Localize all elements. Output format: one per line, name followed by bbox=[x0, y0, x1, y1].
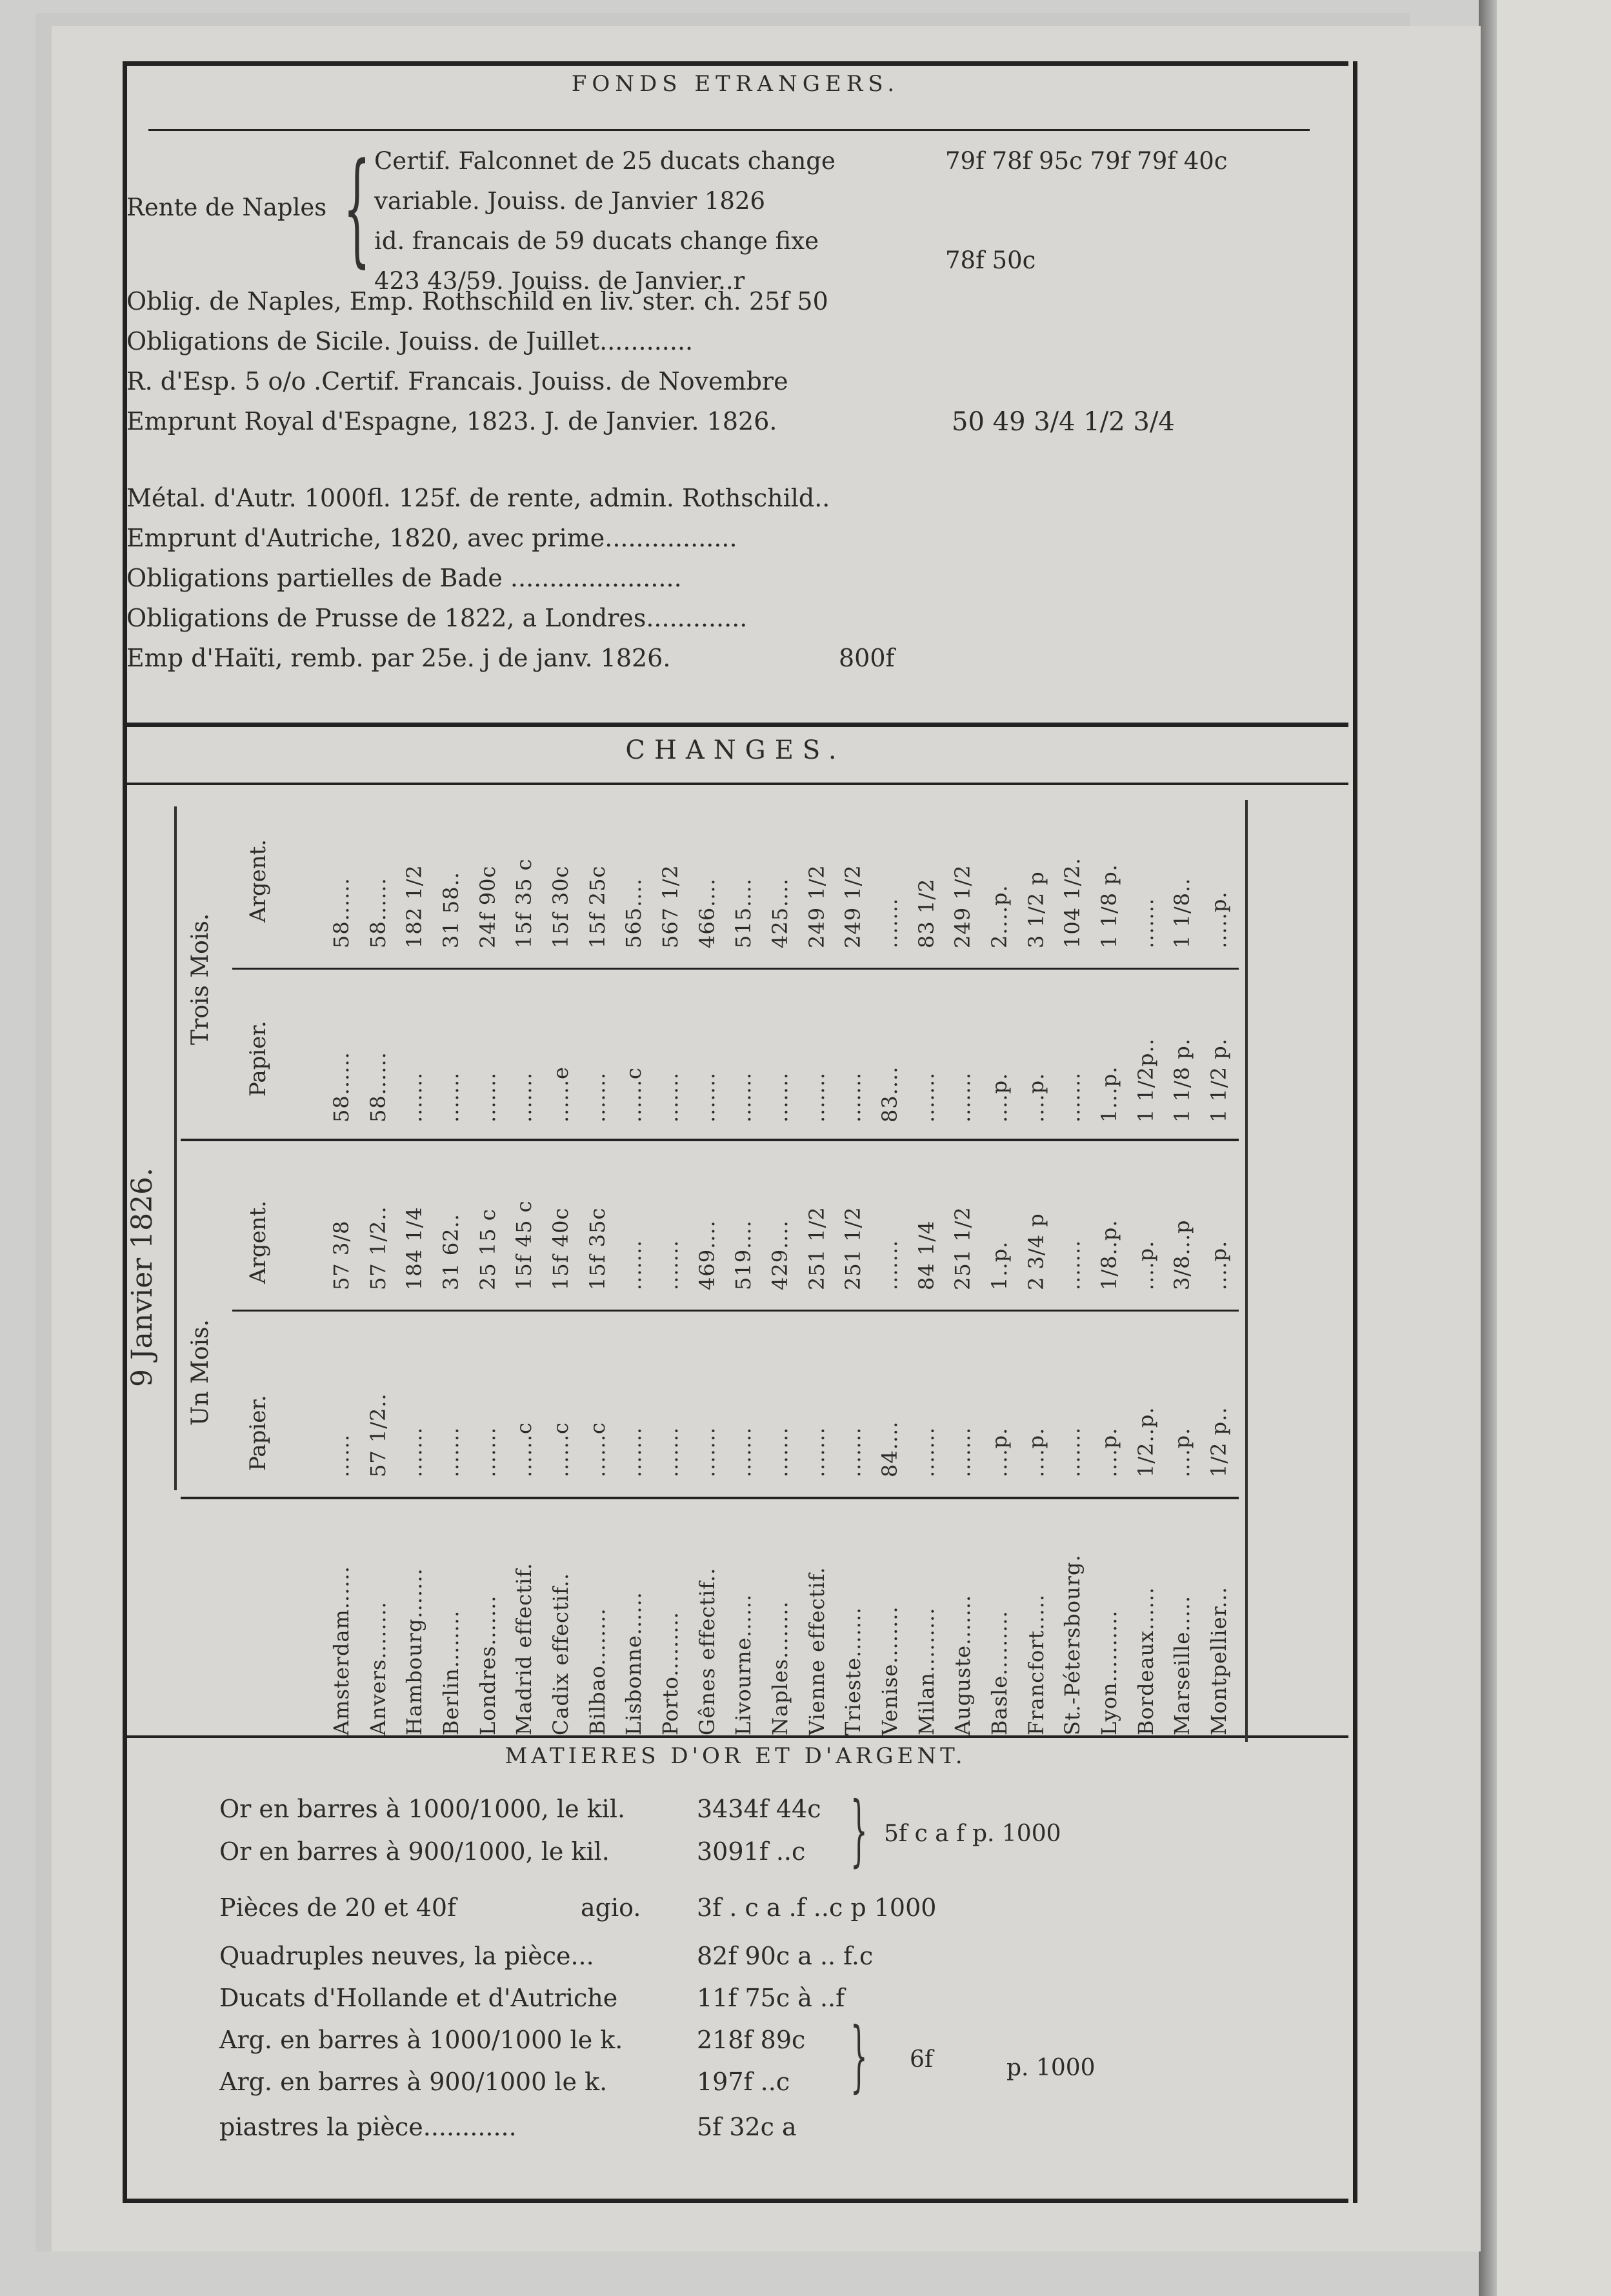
change-1mois-papier: ......c bbox=[548, 1422, 573, 1477]
change-3mois-papier: ....... bbox=[950, 1072, 976, 1123]
change-1mois-papier: ......c bbox=[512, 1422, 537, 1477]
change-1mois-papier: ....... bbox=[621, 1426, 646, 1477]
matiere-text: Arg. en barres à 1000/1000 le k. bbox=[219, 2026, 623, 2054]
change-1mois-argent: ....... bbox=[658, 1239, 683, 1290]
matiere-text: Quadruples neuves, la pièce... bbox=[219, 1942, 594, 1970]
matieres-rule bbox=[123, 1735, 1348, 1738]
arg-note-a: 6f bbox=[910, 2046, 934, 2073]
naples-row-text: variable. Jouiss. de Janvier 1826 bbox=[374, 187, 766, 215]
change-1mois-argent: 15f 40c bbox=[548, 1207, 573, 1290]
changes-hline-months bbox=[181, 1139, 1239, 1141]
change-3mois-papier: ....... bbox=[658, 1072, 683, 1123]
fonds-line-text: Obligations partielles de Bade ...................... bbox=[126, 564, 682, 592]
change-place: Marseille..... bbox=[1170, 1595, 1195, 1735]
change-1mois-argent: 84 1/4 bbox=[914, 1220, 939, 1290]
or-brace: } bbox=[850, 1786, 868, 1875]
change-3mois-papier: ....... bbox=[731, 1072, 756, 1123]
change-1mois-argent: 25 15 c bbox=[475, 1208, 500, 1290]
change-1mois-papier: ....... bbox=[914, 1426, 939, 1477]
change-3mois-argent: 249 1/2 bbox=[950, 864, 976, 948]
change-place: Cadix effectif.. bbox=[548, 1572, 573, 1735]
naples-row-text: id. francais de 59 ducats change fixe bbox=[374, 227, 819, 255]
fonds-line-text: Emp d'Haïti, remb. par 25e. j de janv. 1826. bbox=[126, 644, 671, 672]
change-3mois-argent: 182 1/2 bbox=[402, 864, 427, 948]
change-1mois-papier: ....... bbox=[841, 1426, 866, 1477]
change-3mois-argent: 249 1/2 bbox=[841, 864, 866, 948]
change-1mois-papier: 1/2 p.. bbox=[1206, 1406, 1231, 1477]
change-3mois-argent: 565.... bbox=[621, 878, 646, 948]
change-1mois-argent: 469.... bbox=[694, 1220, 719, 1290]
change-3mois-papier: 1 1/8 p. bbox=[1170, 1038, 1195, 1123]
change-place: Lisbonne...... bbox=[621, 1592, 646, 1735]
change-3mois-papier: 1 1/2 p. bbox=[1206, 1038, 1231, 1123]
matiere-agio: agio. bbox=[581, 1893, 641, 1922]
matiere-text: Arg. en barres à 900/1000 le k. bbox=[219, 2068, 608, 2096]
change-3mois-papier: ....... bbox=[841, 1072, 866, 1123]
change-3mois-argent: ....... bbox=[877, 897, 902, 948]
change-3mois-papier: 1 1/2p.. bbox=[1133, 1038, 1158, 1123]
matiere-text: Or en barres à 1000/1000, le kil. bbox=[219, 1795, 626, 1823]
fonds-line-text: Obligations de Sicile. Jouiss. de Juillet............ bbox=[126, 327, 694, 355]
change-place: Amsterdam...... bbox=[329, 1566, 354, 1735]
change-1mois-papier: ....... bbox=[439, 1426, 463, 1477]
change-1mois-papier: ....... bbox=[694, 1426, 719, 1477]
trois-mois-label: Trois Mois. bbox=[187, 913, 214, 1045]
change-3mois-papier: ....... bbox=[402, 1072, 427, 1123]
change-place: Francfort..... bbox=[1023, 1593, 1048, 1735]
change-1mois-papier: ....p. bbox=[1170, 1427, 1195, 1477]
changes-vline-right bbox=[1245, 800, 1248, 1742]
change-1mois-argent: 251 1/2 bbox=[841, 1206, 866, 1290]
change-1mois-argent: 251 1/2 bbox=[950, 1206, 976, 1290]
papier-label-3: Papier. bbox=[245, 1021, 271, 1097]
change-1mois-argent: 1..p. bbox=[987, 1241, 1012, 1290]
change-3mois-papier: ....p. bbox=[1023, 1072, 1048, 1123]
matiere-text: piastres la pièce............ bbox=[219, 2113, 517, 2141]
change-3mois-argent: 567 1/2 bbox=[658, 864, 683, 948]
papier-label-1: Papier. bbox=[245, 1395, 271, 1471]
un-mois-label: Un Mois. bbox=[187, 1319, 214, 1426]
change-1mois-argent: 251 1/2 bbox=[804, 1206, 829, 1290]
change-3mois-argent: 104 1/2. bbox=[1060, 857, 1085, 948]
change-place: Naples........ bbox=[768, 1601, 792, 1735]
arg-note-b: p. 1000 bbox=[1006, 2055, 1096, 2081]
change-place: Londres....... bbox=[475, 1595, 500, 1735]
change-3mois-argent: 515.... bbox=[731, 878, 756, 948]
change-3mois-argent: 2....p. bbox=[987, 884, 1012, 948]
change-1mois-argent: ....... bbox=[1060, 1239, 1085, 1290]
argent-label-3: Argent. bbox=[245, 839, 271, 923]
naples-row-text: 423 43/59. Jouiss. de Janvier..r bbox=[374, 267, 745, 295]
fonds-line-text: Oblig. de Naples, Emp. Rothschild en liv. ster. ch. 25f 50 bbox=[126, 287, 828, 315]
changes-hline-places bbox=[181, 1497, 1239, 1499]
change-1mois-argent: ....... bbox=[877, 1239, 902, 1290]
fonds-line-text: Emprunt Royal d'Espagne, 1823. J. de Janvier. 1826. bbox=[126, 407, 777, 435]
change-3mois-argent: 58...... bbox=[365, 877, 390, 948]
change-3mois-argent: 15f 35 c bbox=[512, 858, 537, 948]
change-3mois-argent: 24f 90c bbox=[475, 865, 500, 948]
matiere-text: Or en barres à 900/1000, le kil. bbox=[219, 1837, 610, 1866]
book-gutter bbox=[1479, 0, 1497, 2296]
change-place: Trieste....... bbox=[841, 1606, 866, 1735]
change-3mois-papier: ....... bbox=[804, 1072, 829, 1123]
change-3mois-papier: ....... bbox=[768, 1072, 792, 1123]
matiere-value: 197f ..c bbox=[697, 2068, 790, 2096]
change-place: Milan......... bbox=[914, 1607, 939, 1735]
change-place: Vienne effectif. bbox=[804, 1566, 829, 1735]
change-3mois-papier: 58...... bbox=[329, 1052, 354, 1123]
change-1mois-argent: 1/8..p. bbox=[1097, 1219, 1121, 1290]
change-3mois-papier: ....... bbox=[1060, 1072, 1085, 1123]
change-1mois-papier: ....... bbox=[950, 1426, 976, 1477]
change-3mois-argent: 15f 30c bbox=[548, 865, 573, 948]
change-1mois-argent: 429.... bbox=[768, 1220, 792, 1290]
change-3mois-papier: ....... bbox=[914, 1072, 939, 1123]
change-1mois-papier: ....... bbox=[475, 1426, 500, 1477]
change-place: Lyon.......... bbox=[1097, 1610, 1121, 1735]
change-1mois-papier: ....p. bbox=[1023, 1427, 1048, 1477]
change-place: Auguste....... bbox=[950, 1594, 976, 1735]
change-place: Bordeaux...... bbox=[1133, 1586, 1158, 1735]
change-1mois-papier: ....... bbox=[768, 1426, 792, 1477]
change-1mois-papier: ....p. bbox=[1097, 1427, 1121, 1477]
fonds-line-text: R. d'Esp. 5 o/o .Certif. Francais. Jouiss. de Novembre bbox=[126, 367, 788, 395]
fonds-line-text: Emprunt d'Autriche, 1820, avec prime................. bbox=[126, 524, 737, 552]
change-3mois-papier: ......e bbox=[548, 1066, 573, 1123]
change-place: Livourne...... bbox=[731, 1593, 756, 1735]
change-1mois-argent: ....p. bbox=[1133, 1240, 1158, 1290]
changes-vline-date bbox=[174, 806, 177, 1490]
fonds-line-value: 800f bbox=[839, 644, 895, 672]
changes-hline-3mois bbox=[232, 968, 1239, 970]
change-1mois-argent: 184 1/4 bbox=[402, 1206, 427, 1290]
change-1mois-papier: ....... bbox=[731, 1426, 756, 1477]
matieres-title: MATIERES D'OR ET D'ARGENT. bbox=[505, 1743, 966, 1769]
change-1mois-argent: ....... bbox=[621, 1239, 646, 1290]
matiere-value: 82f 90c a .. f.c bbox=[697, 1942, 874, 1970]
matiere-text: Ducats d'Hollande et d'Autriche bbox=[219, 1984, 618, 2012]
change-3mois-argent: 15f 25c bbox=[585, 865, 610, 948]
change-3mois-papier: ....... bbox=[585, 1072, 610, 1123]
change-1mois-papier: 1/2..p. bbox=[1133, 1406, 1158, 1477]
change-3mois-argent: 425.... bbox=[768, 878, 792, 948]
change-1mois-argent: 57 1/2.. bbox=[365, 1206, 390, 1290]
matiere-value: 3434f 44c bbox=[697, 1795, 821, 1823]
change-place: Basle......... bbox=[987, 1610, 1012, 1735]
change-3mois-argent: 466.... bbox=[694, 878, 719, 948]
arg-brace: } bbox=[850, 2011, 868, 2101]
change-3mois-argent: 249 1/2 bbox=[804, 864, 829, 948]
change-place: Porto......... bbox=[658, 1612, 683, 1735]
change-3mois-argent: 1 1/8.. bbox=[1170, 877, 1195, 948]
matiere-value: 218f 89c bbox=[697, 2026, 806, 2054]
changes-title: CHANGES. bbox=[625, 735, 846, 765]
fonds-title: FONDS ETRANGERS. bbox=[571, 71, 900, 97]
change-1mois-papier: ...... bbox=[329, 1433, 354, 1477]
change-3mois-argent: 58...... bbox=[329, 877, 354, 948]
change-1mois-argent: 15f 45 c bbox=[512, 1200, 537, 1290]
change-place: Venise........ bbox=[877, 1606, 902, 1735]
change-3mois-papier: ....... bbox=[512, 1072, 537, 1123]
change-3mois-argent: .....p. bbox=[1206, 891, 1231, 948]
naples-row-value: 78f 50c bbox=[945, 246, 1036, 274]
argent-label-1: Argent. bbox=[245, 1200, 271, 1284]
change-place: Madrid effectif. bbox=[512, 1562, 537, 1735]
matiere-value: 3f . c a .f ..c p 1000 bbox=[697, 1893, 937, 1922]
naples-row-text: Certif. Falconnet de 25 ducats change bbox=[374, 147, 836, 175]
fonds-line-value: 50 49 3/4 1/2 3/4 bbox=[952, 407, 1175, 437]
change-1mois-papier: 57 1/2.. bbox=[365, 1393, 390, 1477]
bottom-rule bbox=[123, 2199, 1348, 2203]
facing-page bbox=[1497, 0, 1611, 2296]
fonds-line-text: Obligations de Prusse de 1822, a Londres............. bbox=[126, 604, 748, 632]
change-1mois-papier: ....p. bbox=[987, 1427, 1012, 1477]
change-place: Bilbao........ bbox=[585, 1608, 610, 1735]
change-3mois-papier: 1...p. bbox=[1097, 1066, 1121, 1123]
section-rule-changes bbox=[123, 723, 1348, 727]
change-3mois-argent: 3 1/2 p bbox=[1023, 871, 1048, 948]
change-1mois-papier: ....... bbox=[804, 1426, 829, 1477]
change-1mois-papier: 84.... bbox=[877, 1421, 902, 1477]
change-place: Berlin........ bbox=[439, 1610, 463, 1735]
change-3mois-papier: 58...... bbox=[365, 1052, 390, 1123]
change-1mois-argent: 15f 35c bbox=[585, 1207, 610, 1290]
matiere-text: Pièces de 20 et 40f bbox=[219, 1893, 457, 1922]
change-1mois-argent: 57 3/8 bbox=[329, 1220, 354, 1290]
changes-title-rule bbox=[123, 783, 1348, 785]
change-place: Hambourg....... bbox=[402, 1568, 427, 1735]
change-3mois-papier: ....... bbox=[439, 1072, 463, 1123]
matiere-value: 3091f ..c bbox=[697, 1837, 806, 1866]
change-1mois-argent: 519.... bbox=[731, 1220, 756, 1290]
or-note: 5f c a f p. 1000 bbox=[884, 1821, 1061, 1847]
change-3mois-argent: 83 1/2 bbox=[914, 878, 939, 948]
change-3mois-papier: ......c bbox=[621, 1067, 646, 1123]
change-place: Gênes effectif.. bbox=[694, 1567, 719, 1735]
change-1mois-argent: 2 3/4 p bbox=[1023, 1213, 1048, 1290]
naples-row-value: 79f 78f 95c 79f 79f 40c bbox=[945, 147, 1228, 175]
change-3mois-argent: ....... bbox=[1133, 897, 1158, 948]
matiere-value: 11f 75c à ..f bbox=[697, 1984, 845, 2012]
change-1mois-papier: ....... bbox=[402, 1426, 427, 1477]
change-1mois-argent: 31 62.. bbox=[439, 1213, 463, 1290]
naples-label: Rente de Naples bbox=[126, 194, 327, 221]
change-place: St.-Pétersbourg. bbox=[1060, 1554, 1085, 1735]
change-3mois-argent: 31 58.. bbox=[439, 872, 463, 948]
change-place: Anvers........ bbox=[365, 1601, 390, 1735]
top-rule bbox=[123, 61, 1348, 66]
change-1mois-papier: ....... bbox=[1060, 1426, 1085, 1477]
change-1mois-papier: ......c bbox=[585, 1422, 610, 1477]
change-3mois-papier: ....... bbox=[475, 1072, 500, 1123]
fonds-title-rule bbox=[148, 129, 1310, 131]
change-3mois-papier: 83.... bbox=[877, 1066, 902, 1123]
change-3mois-papier: ....... bbox=[694, 1072, 719, 1123]
change-3mois-argent: 1 1/8 p. bbox=[1097, 864, 1121, 948]
changes-hline-1mois bbox=[232, 1310, 1239, 1312]
fonds-line-text: Métal. d'Autr. 1000fl. 125f. de rente, admin. Rothschild.. bbox=[126, 484, 830, 512]
matiere-value: 5f 32c a bbox=[697, 2113, 797, 2141]
changes-date: 9 Janvier 1826. bbox=[126, 1167, 159, 1387]
change-1mois-papier: ....... bbox=[658, 1426, 683, 1477]
change-place: Montpellier... bbox=[1206, 1586, 1231, 1735]
naples-brace: { bbox=[343, 137, 371, 279]
change-1mois-argent: ....p. bbox=[1206, 1240, 1231, 1290]
change-1mois-argent: 3/8...p bbox=[1170, 1219, 1195, 1290]
change-3mois-papier: ....p. bbox=[987, 1072, 1012, 1123]
